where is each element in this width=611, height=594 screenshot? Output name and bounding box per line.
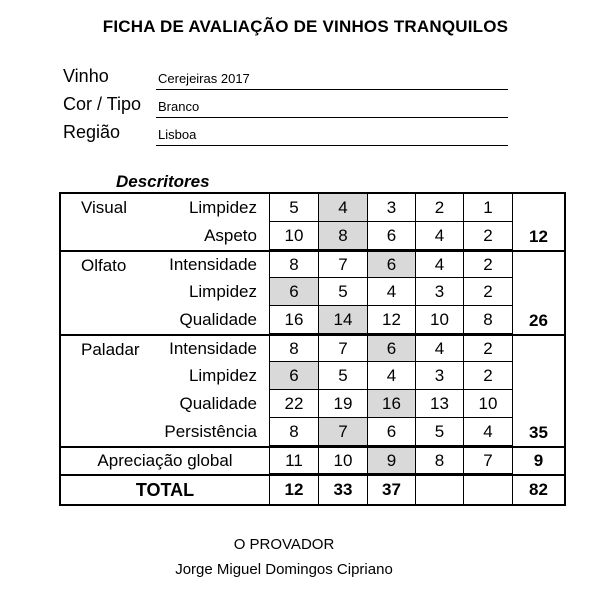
score-cell-selected[interactable]: 9 (367, 446, 415, 474)
descriptors-title: Descritores (116, 172, 210, 191)
row-label: Intensidade (160, 334, 269, 362)
total-col-4 (415, 474, 463, 504)
row-label: Persistência (164, 422, 257, 441)
score-cell-selected[interactable]: 6 (269, 278, 318, 306)
score-cell[interactable]: 6 (367, 222, 415, 250)
score-cell-selected[interactable]: 14 (318, 306, 367, 334)
score-cell[interactable]: 2 (463, 362, 512, 390)
score-cell[interactable]: 5 (415, 418, 463, 446)
score-cell[interactable]: 8 (415, 446, 463, 474)
score-cell-selected[interactable]: 6 (269, 362, 318, 390)
score-cell[interactable]: 7 (318, 250, 367, 278)
wine-underline (156, 89, 508, 90)
score-cell[interactable]: 2 (415, 194, 463, 222)
region-value: Lisboa (158, 127, 197, 142)
score-cell[interactable]: 4 (463, 418, 512, 446)
row-label: Limpidez (188, 198, 257, 217)
score-cell[interactable]: 22 (269, 390, 318, 418)
score-cell[interactable]: 10 (318, 446, 367, 474)
total-col-5 (463, 474, 512, 504)
score-cell[interactable]: 3 (415, 362, 463, 390)
score-cell[interactable]: 16 (269, 306, 318, 334)
score-cell[interactable]: 8 (463, 306, 512, 334)
row-label: Aspeto (204, 226, 257, 245)
total-col-2: 33 (318, 474, 367, 504)
wine-label: Vinho (63, 66, 109, 86)
row-label: Limpidez (188, 282, 257, 301)
score-cell[interactable]: 10 (415, 306, 463, 334)
score-cell-selected[interactable]: 16 (367, 390, 415, 418)
score-cell[interactable]: 8 (269, 250, 318, 278)
score-cell[interactable]: 8 (269, 418, 318, 446)
score-cell[interactable]: 4 (415, 250, 463, 278)
score-cell[interactable]: 5 (318, 362, 367, 390)
subtotal-apreciacao: 9 (512, 446, 564, 474)
group-visual: Visual (81, 198, 127, 217)
score-cell[interactable]: 6 (367, 418, 415, 446)
group-paladar: Paladar (61, 334, 160, 446)
score-cell[interactable]: 19 (318, 390, 367, 418)
score-cell-selected[interactable]: 6 (367, 334, 415, 362)
score-cell[interactable]: 5 (318, 278, 367, 306)
score-cell[interactable]: 13 (415, 390, 463, 418)
score-cell[interactable]: 2 (463, 250, 512, 278)
score-cell[interactable]: 3 (367, 194, 415, 222)
score-cell[interactable]: 3 (415, 278, 463, 306)
score-cell-selected[interactable]: 7 (318, 418, 367, 446)
type-label: Cor / Tipo (63, 94, 142, 114)
score-cell[interactable]: 10 (463, 390, 512, 418)
subtotal-olfato: 26 (512, 250, 564, 334)
score-cell[interactable]: 1 (463, 194, 512, 222)
subtotal-paladar: 35 (512, 334, 564, 446)
score-cell[interactable]: 10 (269, 222, 318, 250)
score-cell-selected[interactable]: 6 (367, 250, 415, 278)
region-underline (156, 145, 508, 146)
total-label: TOTAL (61, 474, 269, 504)
type-underline (156, 117, 508, 118)
row-label: Qualidade (179, 394, 257, 413)
score-cell[interactable]: 5 (269, 194, 318, 222)
score-cell-selected[interactable]: 8 (318, 222, 367, 250)
score-cell[interactable]: 2 (463, 222, 512, 250)
region-label: Região (63, 122, 121, 142)
total-col-3: 37 (367, 474, 415, 504)
score-cell[interactable]: 4 (415, 334, 463, 362)
score-cell[interactable]: 4 (367, 362, 415, 390)
score-cell[interactable]: 7 (463, 446, 512, 474)
score-cell[interactable]: 2 (463, 278, 512, 306)
total-col-1: 12 (269, 474, 318, 504)
score-cell[interactable]: 11 (269, 446, 318, 474)
row-label: Qualidade (179, 310, 257, 329)
taster-role: O PROVADOR (233, 536, 335, 553)
score-cell[interactable]: 12 (367, 306, 415, 334)
evaluation-table (59, 192, 566, 506)
score-cell[interactable]: 8 (269, 334, 318, 362)
form-title: FICHA DE AVALIAÇÃO DE VINHOS TRANQUILOS (102, 17, 509, 36)
wine-value: Cerejeiras 2017 (158, 71, 250, 86)
subtotal-visual: 12 (512, 194, 564, 250)
total-grand: 82 (512, 474, 564, 504)
taster-name: Jorge Miguel Domingos Cipriano (175, 561, 393, 578)
score-cell[interactable]: 7 (318, 334, 367, 362)
score-cell-selected[interactable]: 4 (318, 194, 367, 222)
group-olfato: Olfato (61, 250, 160, 334)
score-cell[interactable]: 4 (367, 278, 415, 306)
row-label-apreciacao: Apreciação global (61, 446, 269, 474)
score-cell[interactable]: 2 (463, 334, 512, 362)
row-label: Limpidez (188, 366, 257, 385)
score-cell[interactable]: 4 (415, 222, 463, 250)
row-label: Intensidade (160, 250, 269, 278)
type-value: Branco (158, 99, 200, 114)
